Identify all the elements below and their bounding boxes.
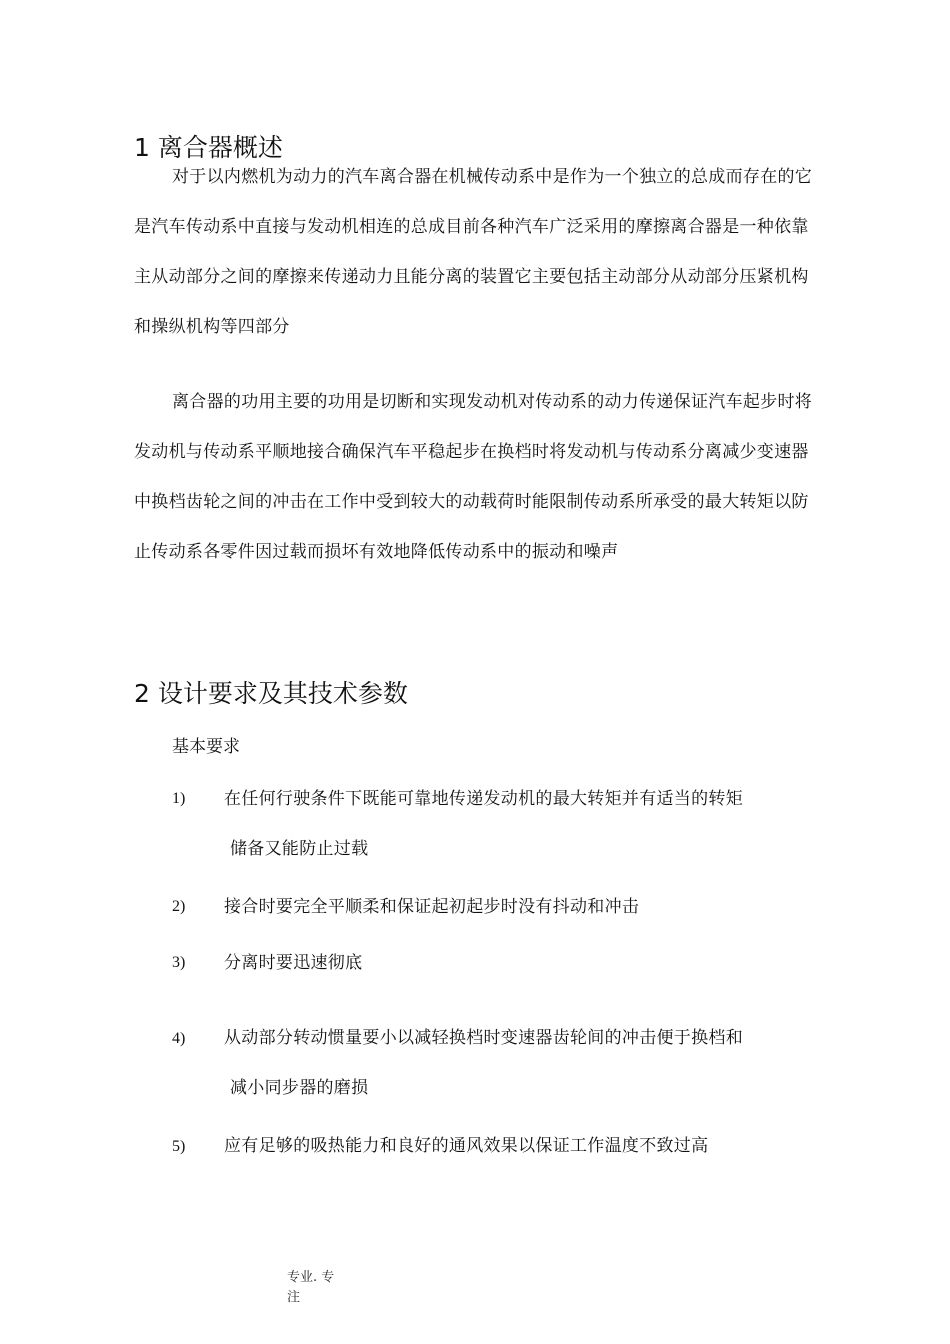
section-2-title: 2 设计要求及其技术参数 (134, 679, 408, 708)
section-1-paragraph-2: 离合器的功用主要的功用是切断和实现发动机对传动系的动力传递保证汽车起步时将发动机与传动系平顺地接合确保汽车平稳起步在换档时将发动机与传动系分离减少变速器中换档齿轮之间的冲击在工作中受到较大的动载荷时能限制传动系所承受的最大转矩以防止传动系各零件因过载而损坏有效地降低传动系中的振动和噪声 (134, 392, 813, 562)
requirement-2 (224, 882, 814, 932)
requirement-4-line-2: 减小同步器的磨损 (230, 1078, 369, 1098)
section-1-paragraph-1: 对于以内燃机为动力的汽车离合器在机械传动系中是作为一个独立的总成而存在的它是汽车传动系中直接与发动机相连的总成目前各种汽车广泛采用的摩擦离合器是一种依靠主从动部分之间的摩擦来传递动力且能分离的装置它主要包括主动部分从动部分压紧机构和操纵机构等四部分 (134, 167, 813, 337)
footer-line-1: 专业. 专 (287, 1270, 335, 1285)
page-footer (287, 1268, 347, 1308)
requirement-4 (224, 1013, 814, 1113)
section-1-title: 1 离合器概述 (134, 133, 283, 162)
requirement-1-line-1: 在任何行驶条件下既能可靠地传递发动机的最大转矩并有适当的转矩 (224, 789, 743, 809)
requirement-2-line-1: 接合时要完全平顺柔和保证起初起步时没有抖动和冲击 (224, 897, 640, 917)
requirement-1-line-2: 储备又能防止过载 (230, 839, 369, 859)
requirement-5-number: 5) (172, 1138, 186, 1155)
requirement-4-line-1: 从动部分转动惯量要小以减轻换档时变速器齿轮间的冲击便于换档和 (224, 1028, 743, 1048)
requirement-1 (224, 774, 814, 874)
requirement-5-line-1: 应有足够的吸热能力和良好的通风效果以保证工作温度不致过高 (224, 1136, 709, 1156)
requirement-3-line-1: 分离时要迅速彻底 (224, 953, 363, 973)
requirement-2-number: 2) (172, 898, 186, 915)
requirement-5 (224, 1121, 814, 1171)
footer-line-2: 注 (287, 1290, 301, 1305)
requirement-4-number: 4) (172, 1030, 186, 1047)
requirement-3 (224, 938, 814, 988)
basic-requirements-subheading: 基本要求 (172, 737, 240, 757)
requirement-3-number: 3) (172, 954, 186, 971)
requirement-1-number: 1) (172, 790, 186, 807)
